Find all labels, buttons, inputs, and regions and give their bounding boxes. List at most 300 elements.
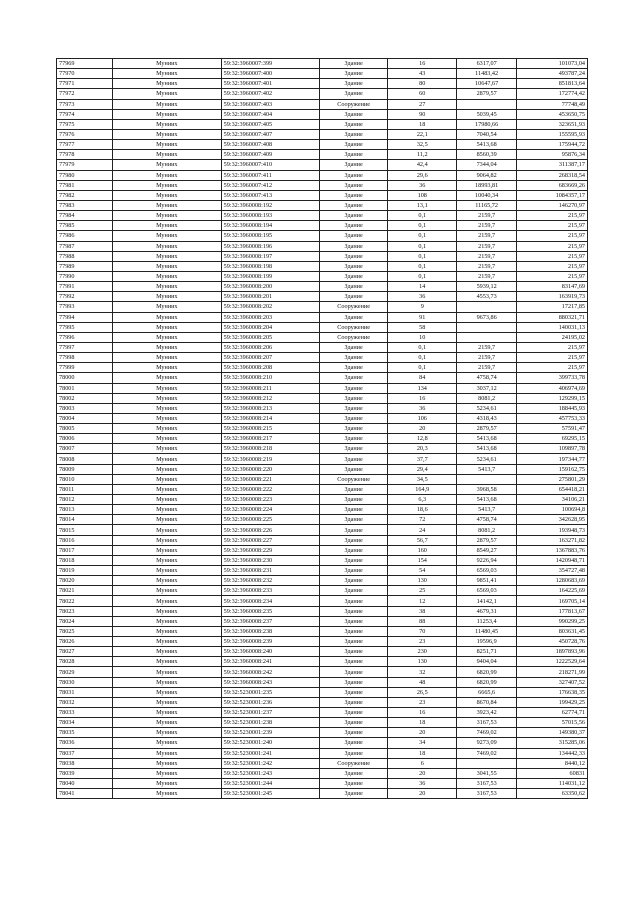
table-cell: 2159,7	[457, 211, 517, 221]
table-row	[57, 99, 588, 109]
table-cell: 109897,78	[517, 444, 588, 454]
table-cell: Муниих	[112, 566, 221, 576]
table-cell: 8081,2	[457, 525, 517, 535]
table-cell: Муниих	[112, 778, 221, 788]
table-cell: 101073,04	[517, 59, 588, 69]
table-cell: 59:32:3960008:196	[221, 241, 319, 251]
table-cell: 78031	[57, 687, 113, 697]
table-cell: 654418,21	[517, 484, 588, 494]
table-cell: 78004	[57, 413, 113, 423]
table-cell	[457, 322, 517, 332]
table-cell: 59:32:3960008:231	[221, 566, 319, 576]
table-cell: 1897893,96	[517, 647, 588, 657]
property-table	[56, 58, 588, 799]
table-cell: Муниих	[112, 748, 221, 758]
table-cell: 57015,56	[517, 718, 588, 728]
table-cell: Сооружение	[319, 474, 388, 484]
table-cell: Здание	[319, 738, 388, 748]
table-row	[57, 525, 588, 535]
table-cell: 6820,99	[457, 667, 517, 677]
table-cell: 327407,52	[517, 677, 588, 687]
table-cell: 59:32:3960008:225	[221, 515, 319, 525]
table-cell: 59:32:3960007:403	[221, 99, 319, 109]
table-cell: 59:32:3960008:213	[221, 403, 319, 413]
table-cell: 78002	[57, 393, 113, 403]
table-cell: 100694,8	[517, 505, 588, 515]
table-cell: 4758,74	[457, 515, 517, 525]
table-cell: 3167,53	[457, 778, 517, 788]
table-cell: 4679,31	[457, 606, 517, 616]
table-cell: 26,5	[388, 687, 457, 697]
table-cell: Здание	[319, 129, 388, 139]
table-cell: 163271,82	[517, 535, 588, 545]
table-cell: 215,97	[517, 271, 588, 281]
table-cell: 78008	[57, 454, 113, 464]
table-cell: 0,1	[388, 271, 457, 281]
table-cell: 1222529,64	[517, 657, 588, 667]
table-cell: Здание	[319, 515, 388, 525]
table-cell: Здание	[319, 637, 388, 647]
table-row	[57, 292, 588, 302]
table-row	[57, 535, 588, 545]
table-cell: Муниих	[112, 495, 221, 505]
table-cell: 59:32:3960008:223	[221, 495, 319, 505]
table-cell: Здание	[319, 231, 388, 241]
table-cell: Муниих	[112, 251, 221, 261]
table-cell: Муниих	[112, 241, 221, 251]
table-cell: 134442,33	[517, 748, 588, 758]
table-cell: 63350,62	[517, 789, 588, 799]
table-cell: 78038	[57, 758, 113, 768]
table-cell: 78023	[57, 606, 113, 616]
table-cell: Муниих	[112, 129, 221, 139]
table-cell: 0,1	[388, 221, 457, 231]
table-cell: 215,97	[517, 353, 588, 363]
table-cell: 59:32:3960008:239	[221, 637, 319, 647]
table-cell: 12,8	[388, 434, 457, 444]
table-cell: Муниих	[112, 312, 221, 322]
table-cell: Муниих	[112, 677, 221, 687]
table-row	[57, 484, 588, 494]
table-cell: Муниих	[112, 99, 221, 109]
table-cell: 77987	[57, 241, 113, 251]
table-cell: 78014	[57, 515, 113, 525]
table-cell: 5413,7	[457, 464, 517, 474]
table-row	[57, 271, 588, 281]
table-cell: Сооружение	[319, 332, 388, 342]
table-cell: 24	[388, 525, 457, 535]
table-cell: Муниих	[112, 515, 221, 525]
table-cell: 59:32:3960008:192	[221, 200, 319, 210]
table-cell: 77988	[57, 251, 113, 261]
table-cell: 5413,7	[457, 505, 517, 515]
table-cell: 5234,61	[457, 454, 517, 464]
table-cell: 6569,03	[457, 566, 517, 576]
table-row	[57, 444, 588, 454]
table-cell: Здание	[319, 200, 388, 210]
table-cell: Муниих	[112, 545, 221, 555]
table-cell: 78032	[57, 697, 113, 707]
table-cell: Муниих	[112, 79, 221, 89]
table-cell: Муниих	[112, 708, 221, 718]
table-cell: 2159,7	[457, 231, 517, 241]
table-cell: 14142,1	[457, 596, 517, 606]
table-cell: 59:32:3960008:194	[221, 221, 319, 231]
table-cell: 78039	[57, 768, 113, 778]
table-cell: 16	[388, 393, 457, 403]
table-cell: 9851,41	[457, 576, 517, 586]
table-cell: Здание	[319, 464, 388, 474]
table-cell: 59:32:3960008:235	[221, 606, 319, 616]
table-cell: 7469,02	[457, 748, 517, 758]
table-cell: 59:32:3960008:230	[221, 555, 319, 565]
table-cell: 36	[388, 778, 457, 788]
table-cell: 59:32:3960008:208	[221, 363, 319, 373]
table-cell: 23	[388, 697, 457, 707]
table-cell: 275801,29	[517, 474, 588, 484]
table-cell: 78024	[57, 616, 113, 626]
table-cell: 4553,73	[457, 292, 517, 302]
table-cell: Муниих	[112, 525, 221, 535]
table-cell: Муниих	[112, 170, 221, 180]
table-cell: 6	[388, 758, 457, 768]
table-row	[57, 383, 588, 393]
table-cell: Здание	[319, 596, 388, 606]
table-cell: 3167,53	[457, 789, 517, 799]
table-cell: 77975	[57, 119, 113, 129]
table-cell: 34,5	[388, 474, 457, 484]
table-cell: Муниих	[112, 697, 221, 707]
table-cell: 160	[388, 545, 457, 555]
table-cell: 59:32:5230001:244	[221, 778, 319, 788]
table-row	[57, 69, 588, 79]
table-row	[57, 211, 588, 221]
table-cell: 78035	[57, 728, 113, 738]
table-cell: 8440,12	[517, 758, 588, 768]
table-cell: 59:32:3960008:202	[221, 302, 319, 312]
table-cell: 4318,43	[457, 413, 517, 423]
table-cell: 0,1	[388, 241, 457, 251]
table-cell: 17980,66	[457, 119, 517, 129]
table-cell: 9273,09	[457, 738, 517, 748]
table-cell: 59:32:3960008:197	[221, 251, 319, 261]
table-cell: 59:32:3960007:399	[221, 59, 319, 69]
table-cell: 24195,02	[517, 332, 588, 342]
table-cell: 59:32:3960008:237	[221, 616, 319, 626]
table-cell: Муниих	[112, 474, 221, 484]
table-cell: 59:32:3960008:242	[221, 667, 319, 677]
table-cell: 78013	[57, 505, 113, 515]
table-cell: 164,9	[388, 484, 457, 494]
table-cell: 59:32:5230001:235	[221, 687, 319, 697]
table-cell: 5413,68	[457, 140, 517, 150]
table-cell: 34106,21	[517, 495, 588, 505]
table-cell: 77990	[57, 271, 113, 281]
table-cell: 990299,25	[517, 616, 588, 626]
table-row	[57, 768, 588, 778]
table-cell	[457, 474, 517, 484]
table-cell: 78018	[57, 555, 113, 565]
table-cell: 59:32:3960008:199	[221, 271, 319, 281]
table-row	[57, 464, 588, 474]
table-row	[57, 403, 588, 413]
table-row	[57, 393, 588, 403]
table-cell: 59:32:3960007:413	[221, 190, 319, 200]
table-cell: 78025	[57, 626, 113, 636]
table-cell: Муниих	[112, 626, 221, 636]
table-cell: 77999	[57, 363, 113, 373]
table-cell: Здание	[319, 353, 388, 363]
table-cell: 3968,58	[457, 484, 517, 494]
table-row	[57, 495, 588, 505]
table-cell: 20	[388, 789, 457, 799]
table-cell: 77973	[57, 99, 113, 109]
table-cell: 59:32:3960008:220	[221, 464, 319, 474]
table-cell: 9064,82	[457, 170, 517, 180]
table-cell: 7344,04	[457, 160, 517, 170]
table-cell: Здание	[319, 454, 388, 464]
table-cell: 10	[388, 332, 457, 342]
table-row	[57, 738, 588, 748]
table-cell: Здание	[319, 413, 388, 423]
table-cell: 59:32:3960008:214	[221, 413, 319, 423]
table-cell: 62774,71	[517, 708, 588, 718]
table-cell: 59:32:3960007:404	[221, 109, 319, 119]
table-cell: 25	[388, 586, 457, 596]
table-cell: Муниих	[112, 109, 221, 119]
table-cell: Муниих	[112, 292, 221, 302]
table-cell: Муниих	[112, 758, 221, 768]
table-cell: Муниих	[112, 180, 221, 190]
table-row	[57, 616, 588, 626]
table-cell: 34	[388, 738, 457, 748]
table-cell: Здание	[319, 109, 388, 119]
table-cell: Муниих	[112, 657, 221, 667]
table-row	[57, 312, 588, 322]
table-cell: 77976	[57, 129, 113, 139]
table-cell: 23	[388, 637, 457, 647]
table-cell: 59:32:3960008:211	[221, 383, 319, 393]
table-row	[57, 373, 588, 383]
table-cell: 155595,93	[517, 129, 588, 139]
table-cell: Здание	[319, 261, 388, 271]
table-cell: 59:32:3960007:411	[221, 170, 319, 180]
table-cell: 78040	[57, 778, 113, 788]
table-cell: 6820,99	[457, 677, 517, 687]
table-cell: 59:32:3960008:217	[221, 434, 319, 444]
table-cell: 159162,75	[517, 464, 588, 474]
table-cell: Здание	[319, 616, 388, 626]
table-cell: Муниих	[112, 373, 221, 383]
table-cell: 36	[388, 180, 457, 190]
table-cell: 59:32:3960008:233	[221, 586, 319, 596]
table-cell: 2159,7	[457, 363, 517, 373]
table-cell: 77991	[57, 282, 113, 292]
table-cell: Здание	[319, 495, 388, 505]
table-cell: 32	[388, 667, 457, 677]
table-cell: Здание	[319, 687, 388, 697]
table-cell: Здание	[319, 251, 388, 261]
table-row	[57, 748, 588, 758]
table-cell: Муниих	[112, 687, 221, 697]
table-cell: 457753,33	[517, 413, 588, 423]
table-cell: 268318,54	[517, 170, 588, 180]
table-row	[57, 302, 588, 312]
table-cell: 78012	[57, 495, 113, 505]
table-cell: 59:32:3960008:234	[221, 596, 319, 606]
table-cell: 59:32:3960007:409	[221, 150, 319, 160]
table-cell: Здание	[319, 525, 388, 535]
table-cell: Муниих	[112, 596, 221, 606]
table-row	[57, 109, 588, 119]
table-cell: Сооружение	[319, 322, 388, 332]
table-cell: 16	[388, 59, 457, 69]
table-cell: 77992	[57, 292, 113, 302]
table-cell: 77977	[57, 140, 113, 150]
table-cell: 172774,42	[517, 89, 588, 99]
table-cell: Муниих	[112, 535, 221, 545]
table-cell: Здание	[319, 484, 388, 494]
table-cell: 59:32:3960008:203	[221, 312, 319, 322]
table-cell: Здание	[319, 434, 388, 444]
table-cell: 354727,48	[517, 566, 588, 576]
table-cell: 2159,7	[457, 221, 517, 231]
table-cell: Здание	[319, 403, 388, 413]
table-cell: Муниих	[112, 728, 221, 738]
table-cell: 59:32:3960008:200	[221, 282, 319, 292]
table-cell: Муниих	[112, 261, 221, 271]
table-cell: 59:32:5230001:245	[221, 789, 319, 799]
table-cell: Муниих	[112, 150, 221, 160]
table-cell: Здание	[319, 444, 388, 454]
table-cell: 36	[388, 403, 457, 413]
table-cell: 78011	[57, 484, 113, 494]
table-row	[57, 778, 588, 788]
table-cell: 18	[388, 748, 457, 758]
table-cell: Здание	[319, 160, 388, 170]
table-cell: 215,97	[517, 241, 588, 251]
table-cell: Муниих	[112, 332, 221, 342]
table-cell: Сооружение	[319, 99, 388, 109]
table-cell: Здание	[319, 241, 388, 251]
table-cell: 59:32:3960008:210	[221, 373, 319, 383]
table-cell: 78028	[57, 657, 113, 667]
table-cell: 10647,67	[457, 79, 517, 89]
table-row	[57, 677, 588, 687]
table-cell: Муниих	[112, 667, 221, 677]
table-cell: 88	[388, 616, 457, 626]
table-cell: Муниих	[112, 69, 221, 79]
table-cell: 6665,6	[457, 687, 517, 697]
table-cell: Сооружение	[319, 758, 388, 768]
table-cell: Муниих	[112, 647, 221, 657]
table-cell: Здание	[319, 697, 388, 707]
table-cell: 230	[388, 647, 457, 657]
table-row	[57, 545, 588, 555]
table-cell: 78003	[57, 403, 113, 413]
table-cell: 193948,73	[517, 525, 588, 535]
table-cell: Муниих	[112, 393, 221, 403]
table-cell: Здание	[319, 312, 388, 322]
table-cell: 10040,34	[457, 190, 517, 200]
table-cell: 0,1	[388, 261, 457, 271]
table-cell: Здание	[319, 778, 388, 788]
table-row	[57, 626, 588, 636]
table-cell: 77994	[57, 312, 113, 322]
table-cell: 9404,04	[457, 657, 517, 667]
table-body	[57, 59, 588, 799]
table-cell: 215,97	[517, 261, 588, 271]
table-cell: 78026	[57, 637, 113, 647]
table-row	[57, 221, 588, 231]
table-cell: 9673,86	[457, 312, 517, 322]
table-cell: Здание	[319, 211, 388, 221]
table-cell: 83147,69	[517, 282, 588, 292]
table-cell: 59:32:3960007:405	[221, 119, 319, 129]
table-cell: 20	[388, 424, 457, 434]
table-row	[57, 150, 588, 160]
table-cell: 19596,9	[457, 637, 517, 647]
table-cell: Здание	[319, 576, 388, 586]
table-cell: 8251,71	[457, 647, 517, 657]
table-cell: Здание	[319, 170, 388, 180]
table-cell: 78037	[57, 748, 113, 758]
table-cell: Муниих	[112, 342, 221, 352]
table-cell: Сооружение	[319, 302, 388, 312]
table-cell: Здание	[319, 292, 388, 302]
table-cell: 130	[388, 576, 457, 586]
table-cell: 0,1	[388, 251, 457, 261]
table-cell: 78020	[57, 576, 113, 586]
table-cell: Муниих	[112, 444, 221, 454]
table-cell: Здание	[319, 708, 388, 718]
table-cell: 36	[388, 292, 457, 302]
table-cell: 59:32:3960007:401	[221, 79, 319, 89]
table-cell: Муниих	[112, 119, 221, 129]
table-cell: 60831	[517, 768, 588, 778]
table-row	[57, 342, 588, 352]
table-cell: Здание	[319, 119, 388, 129]
table-cell: 11480,45	[457, 626, 517, 636]
table-cell: Муниих	[112, 576, 221, 586]
document-page	[56, 58, 588, 799]
table-cell: Здание	[319, 505, 388, 515]
table-cell: 70	[388, 626, 457, 636]
table-cell: Муниих	[112, 586, 221, 596]
table-cell: 59:32:3960008:240	[221, 647, 319, 657]
table-cell: 77989	[57, 261, 113, 271]
table-cell: 2879,57	[457, 424, 517, 434]
table-cell: 78015	[57, 525, 113, 535]
table-cell: 114031,12	[517, 778, 588, 788]
table-cell: 59:32:5230001:236	[221, 697, 319, 707]
table-cell: 8560,39	[457, 150, 517, 160]
table-cell: 59:32:5230001:241	[221, 748, 319, 758]
table-row	[57, 657, 588, 667]
table-cell: 683669,26	[517, 180, 588, 190]
table-cell: 406974,69	[517, 383, 588, 393]
table-row	[57, 708, 588, 718]
table-row	[57, 505, 588, 515]
table-cell: 77981	[57, 180, 113, 190]
table-cell: Муниих	[112, 424, 221, 434]
table-cell: 163919,73	[517, 292, 588, 302]
table-row	[57, 160, 588, 170]
table-cell: 78017	[57, 545, 113, 555]
table-cell: Здание	[319, 373, 388, 383]
table-cell: 0,1	[388, 211, 457, 221]
table-cell: 1367883,76	[517, 545, 588, 555]
